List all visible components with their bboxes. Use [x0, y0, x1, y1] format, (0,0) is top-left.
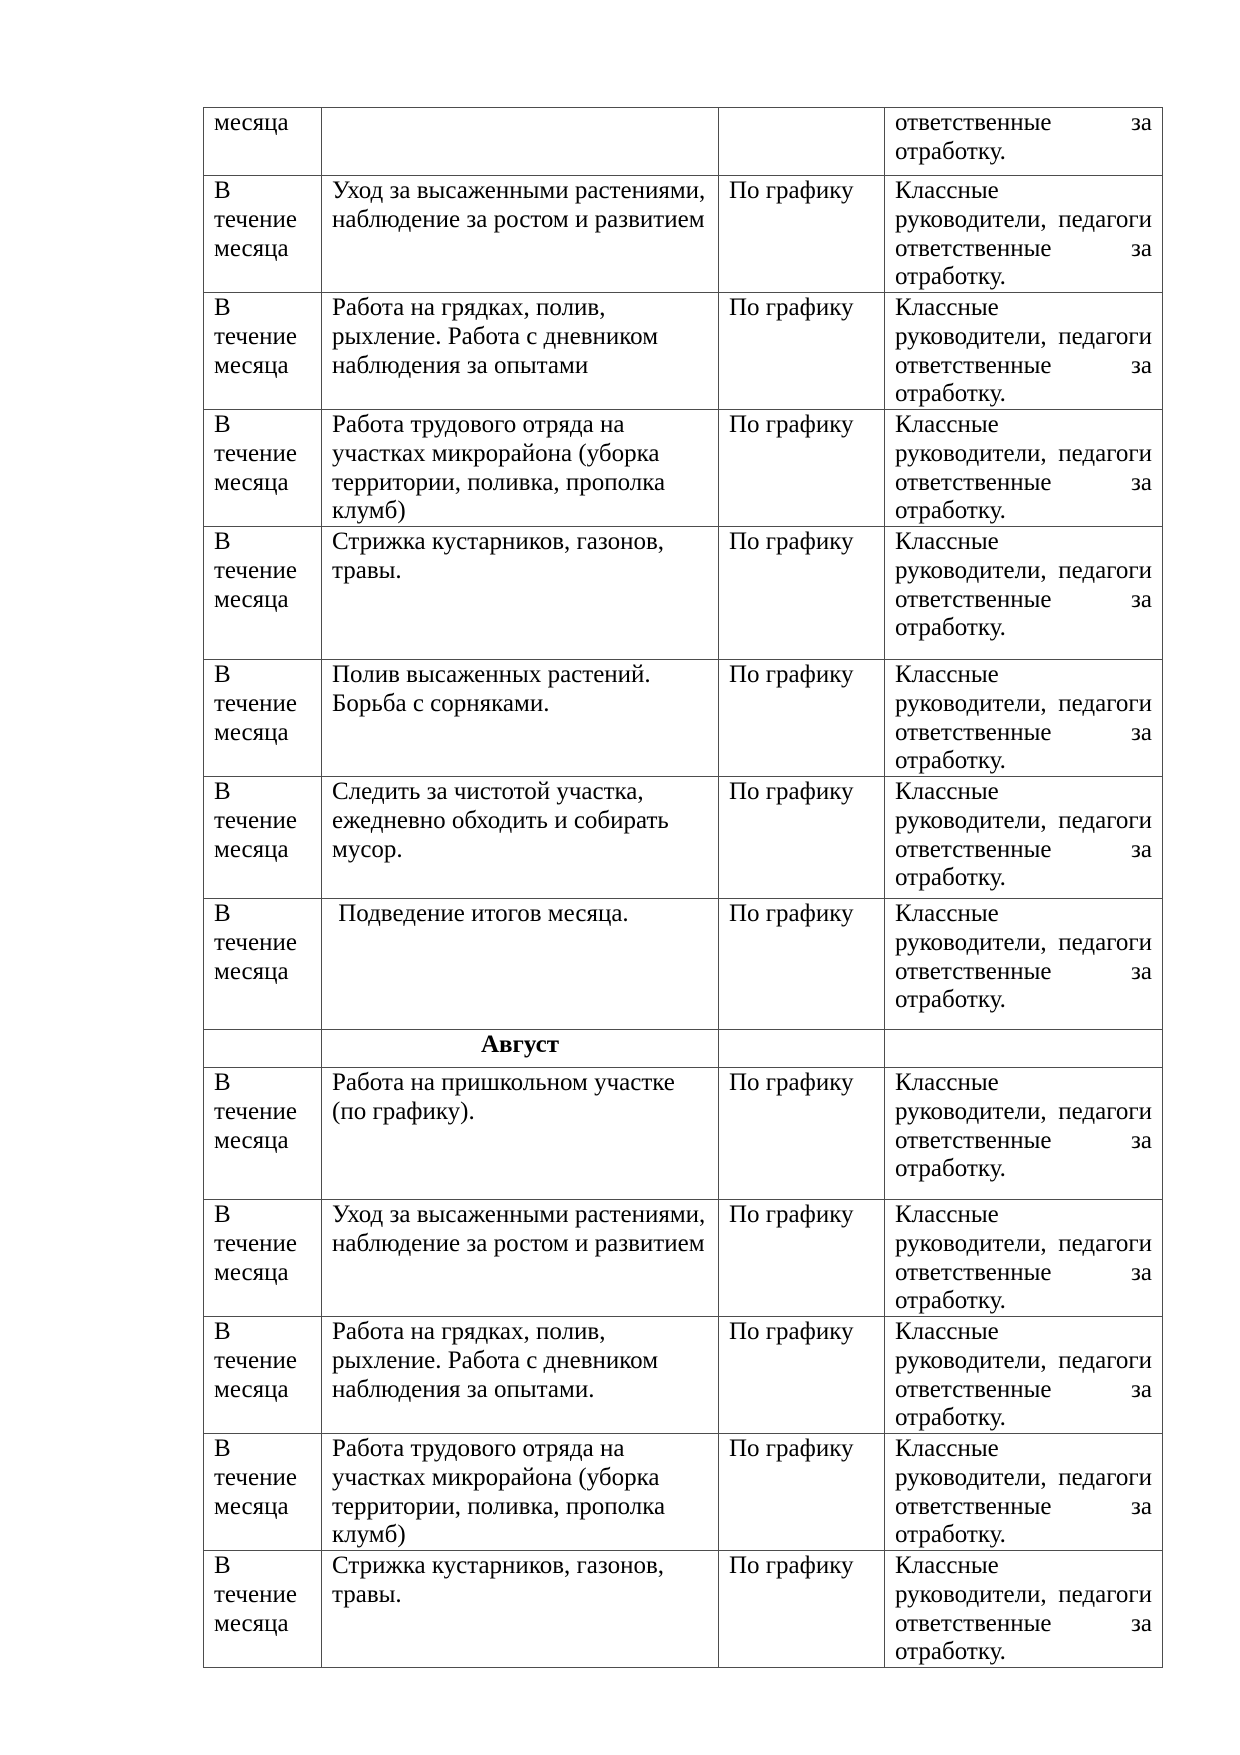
activity-cell: Уход за высаженными растениями, наблюдение за ростом и развитием [322, 1200, 719, 1317]
timing-cell: В течение месяца [204, 1317, 322, 1434]
table-row [204, 176, 1163, 293]
schedule-cell [719, 1030, 885, 1068]
responsible-cell: Классные руководители, педагоги ответственные за отработку. [885, 176, 1163, 293]
table-row [204, 1068, 1163, 1200]
responsible-cell: Классные руководители, педагоги ответственные за отработку. [885, 410, 1163, 527]
timing-cell: месяца [204, 108, 322, 176]
timing-cell: В течение месяца [204, 527, 322, 660]
responsible-cell: Классные руководители, педагоги ответственные за отработку. [885, 899, 1163, 1030]
section-header-row [204, 1030, 1163, 1068]
table-row [204, 899, 1163, 1030]
schedule-cell: По графику [719, 293, 885, 410]
schedule-cell: По графику [719, 1434, 885, 1551]
activity-cell: Работа на пришкольном участке (по графику). [322, 1068, 719, 1200]
timing-cell: В течение месяца [204, 660, 322, 777]
timing-cell: В течение месяца [204, 899, 322, 1030]
responsible-cell: Классные руководители, педагоги ответственные за отработку. [885, 293, 1163, 410]
table-row [204, 1434, 1163, 1551]
responsible-cell: Классные руководители, педагоги ответственные за отработку. [885, 527, 1163, 660]
timing-cell: В течение месяца [204, 410, 322, 527]
table-row [204, 293, 1163, 410]
table-row [204, 660, 1163, 777]
activity-cell: Работа трудового отряда на участках микрорайона (уборка территории, поливка, прополка клумб) [322, 1434, 719, 1551]
activity-cell [322, 108, 719, 176]
responsible-cell [885, 1030, 1163, 1068]
work-schedule-table [203, 107, 1163, 1668]
schedule-cell: По графику [719, 777, 885, 899]
responsible-cell: Классные руководители, педагоги ответственные за отработку. [885, 660, 1163, 777]
schedule-cell: По графику [719, 1200, 885, 1317]
schedule-cell: По графику [719, 410, 885, 527]
responsible-cell: Классные руководители, педагоги ответственные за отработку. [885, 1317, 1163, 1434]
table-row [204, 410, 1163, 527]
schedule-cell: По графику [719, 1551, 885, 1668]
table-row [204, 777, 1163, 899]
table-row [204, 1317, 1163, 1434]
responsible-cell: Классные руководители, педагоги ответственные за отработку. [885, 1434, 1163, 1551]
timing-cell: В течение месяца [204, 1551, 322, 1668]
activity-cell: Работа трудового отряда на участках микрорайона (уборка территории, поливка, прополка клумб) [322, 410, 719, 527]
schedule-cell: По графику [719, 899, 885, 1030]
activity-cell: Уход за высаженными растениями, наблюдение за ростом и развитием [322, 176, 719, 293]
activity-cell: Работа на грядках, полив, рыхление. Работа с дневником наблюдения за опытами [322, 293, 719, 410]
activity-cell: Полив высаженных растений. Борьба с сорняками. [322, 660, 719, 777]
schedule-cell: По графику [719, 660, 885, 777]
responsible-cell: Классные руководители, педагоги ответственные за отработку. [885, 777, 1163, 899]
activity-cell: Работа на грядках, полив, рыхление. Работа с дневником наблюдения за опытами. [322, 1317, 719, 1434]
responsible-cell: Классные руководители, педагоги ответственные за отработку. [885, 1068, 1163, 1200]
timing-cell: В течение месяца [204, 1434, 322, 1551]
section-header-label: Август [322, 1030, 719, 1068]
schedule-cell: По графику [719, 1068, 885, 1200]
timing-cell: В течение месяца [204, 293, 322, 410]
schedule-cell: По графику [719, 527, 885, 660]
responsible-cell: Классные руководители, педагоги ответственные за отработку. [885, 1200, 1163, 1317]
timing-cell: В течение месяца [204, 777, 322, 899]
responsible-cell: Классные руководители, педагоги ответственные за отработку. [885, 1551, 1163, 1668]
timing-cell: В течение месяца [204, 1200, 322, 1317]
timing-cell: В течение месяца [204, 1068, 322, 1200]
activity-cell: Следить за чистотой участка, ежедневно обходить и собирать мусор. [322, 777, 719, 899]
table-row [204, 1551, 1163, 1668]
responsible-cell: ответственные за отработку. [885, 108, 1163, 176]
schedule-cell: По графику [719, 176, 885, 293]
timing-cell [204, 1030, 322, 1068]
activity-cell: Подведение итогов месяца. [322, 899, 719, 1030]
table-row [204, 527, 1163, 660]
table-row-continuation [204, 108, 1163, 176]
schedule-cell: По графику [719, 1317, 885, 1434]
schedule-cell [719, 108, 885, 176]
timing-cell: В течение месяца [204, 176, 322, 293]
activity-cell: Стрижка кустарников, газонов, травы. [322, 1551, 719, 1668]
activity-cell: Стрижка кустарников, газонов, травы. [322, 527, 719, 660]
table-row [204, 1200, 1163, 1317]
